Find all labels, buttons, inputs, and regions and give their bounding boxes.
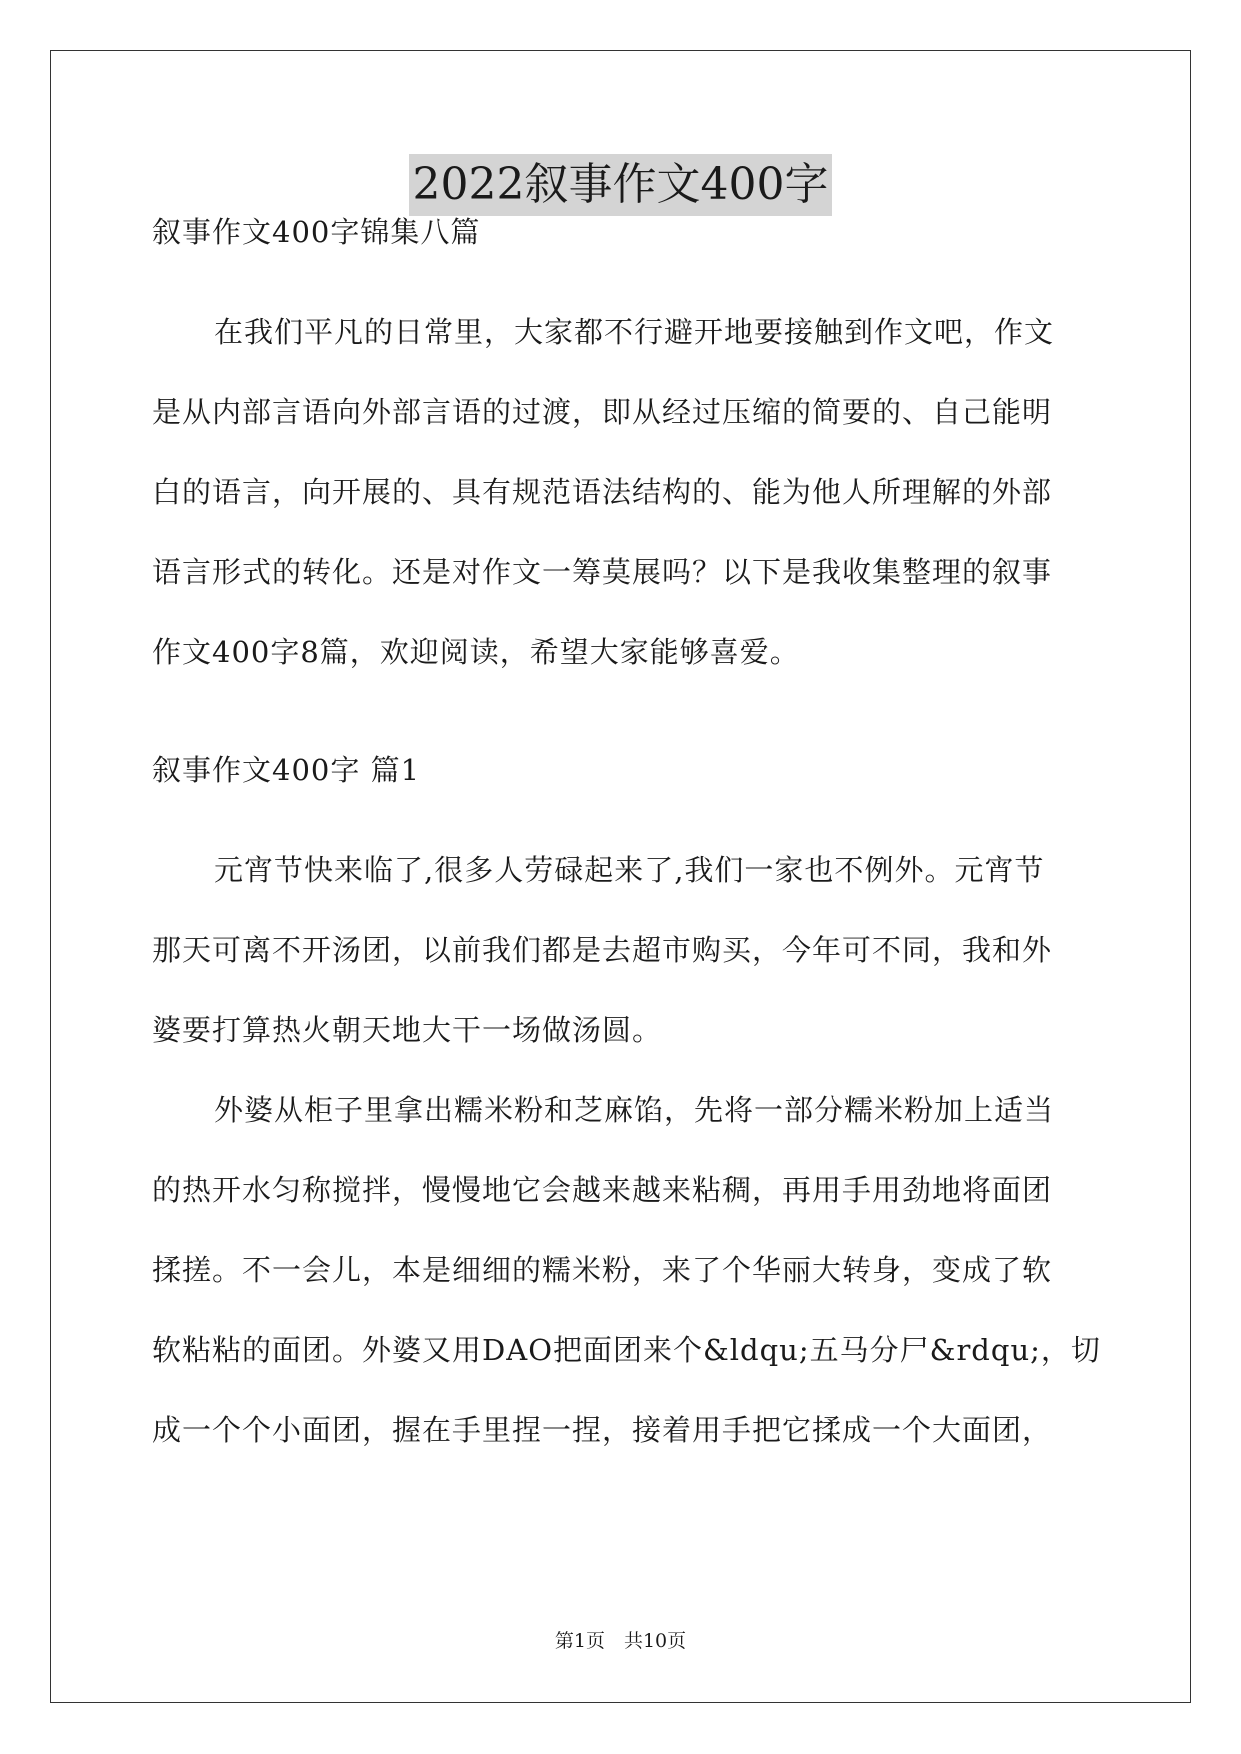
- text-line: 揉搓。不一会儿，本是细细的糯米粉，来了个华丽大转身，变成了软: [152, 1253, 1053, 1287]
- title-container: [0, 154, 1241, 216]
- text-line: 成一个个小面团，握在手里捏一捏，接着用手把它揉成一个大面团，: [152, 1413, 1053, 1447]
- section-heading: 叙事作文400字 篇1: [152, 753, 421, 787]
- page-number: 第1页 共10页: [554, 1630, 687, 1652]
- text-line: 作文400字8篇，欢迎阅读，希望大家能够喜爱。: [152, 635, 800, 669]
- intro-paragraph: [152, 292, 1092, 692]
- text-line: 软粘粘的面团。外婆又用DAO把面团来个&ldqu;五马分尸&rdqu;，切: [152, 1333, 1101, 1367]
- page-footer: [0, 1628, 1241, 1654]
- text-line: 婆要打算热火朝天地大干一场做汤圆。: [152, 1013, 663, 1047]
- text-line: 是从内部言语向外部言语的过渡，即从经过压缩的简要的、自己能明: [152, 395, 1053, 429]
- text-line: 白的语言，向开展的、具有规范语法结构的、能为他人所理解的外部: [152, 475, 1053, 509]
- document-title: 2022叙事作文400字: [409, 154, 833, 216]
- paragraph-1: [152, 830, 1092, 1070]
- text-line: 在我们平凡的日常里，大家都不行避开地要接触到作文吧，作文: [214, 315, 1055, 349]
- text-line: 的热开水匀称搅拌，慢慢地它会越来越来粘稠，再用手用劲地将面团: [152, 1173, 1053, 1207]
- text-line: 语言形式的转化。还是对作文一筹莫展吗？以下是我收集整理的叙事: [152, 555, 1053, 589]
- document-subtitle: 叙事作文400字锦集八篇: [152, 215, 481, 249]
- paragraph-2: [152, 1070, 1101, 1470]
- text-line: 那天可离不开汤团，以前我们都是去超市购买，今年可不同，我和外: [152, 933, 1053, 967]
- text-line: 元宵节快来临了,很多人劳碌起来了,我们一家也不例外。元宵节: [214, 853, 1045, 887]
- text-line: 外婆从柜子里拿出糯米粉和芝麻馅，先将一部分糯米粉加上适当: [214, 1093, 1055, 1127]
